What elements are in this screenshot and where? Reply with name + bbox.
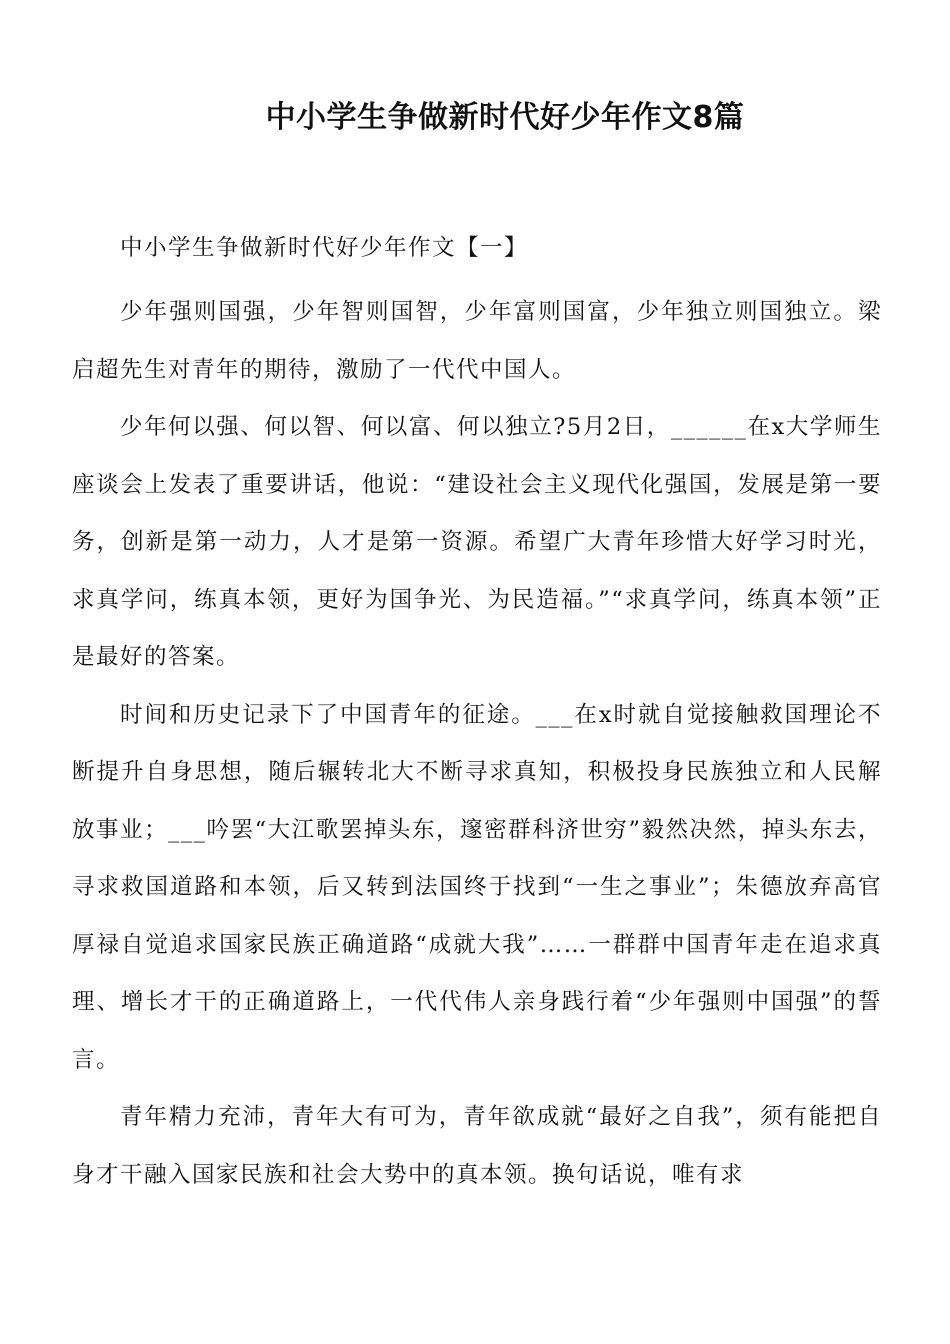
paragraph-1: 少年强则国强，少年智则国智，少年富则国富，少年独立则国独立。梁启超先生对青年的期待，激励了一代代中国人。 [72, 299, 882, 383]
paragraph-4: 青年精力充沛，青年大有可为，青年欲成就“最好之自我”，须有能把自身才干融入国家民族和社会大势中的真本领。换句话说，唯有求 [72, 1104, 882, 1188]
paragraph-2: 少年何以强、何以智、何以富、何以独立?5月2日，______在x大学师生座谈会上发表了重要讲话，他说：“建设社会主义现代化强国，发展是第一要务，创新是第一动力，人才是第一资源。希望广大青年珍惜大好学习时光，求真学问，练真本领，更好为国争光、为民造福。”“求真学问，练真本领”正是最好的答案。 [72, 414, 882, 670]
section-heading: 中小学生争做新时代好少年作文【一】 [120, 235, 529, 261]
document-body [72, 226, 882, 1204]
paragraph-3: 时间和历史记录下了中国青年的征途。___在x时就自觉接触救国理论不断提升自身思想，随后辗转北大不断寻求真知，积极投身民族独立和人民解放事业；___吟罢“大江歌罢掉头东，邃密群科济世穷”毅然决然，掉头东去，寻求救国道路和本领，后又转到法国终于找到“一生之事业”；朱德放弃高官厚禄自觉追求国家民族正确道路“成就大我”……一群群中国青年走在追求真理、增长才干的正确道路上，一代代伟人亲身践行着“少年强则中国强”的誓言。 [72, 701, 882, 1073]
document-title: 中小学生争做新时代好少年作文8篇 [265, 100, 745, 135]
